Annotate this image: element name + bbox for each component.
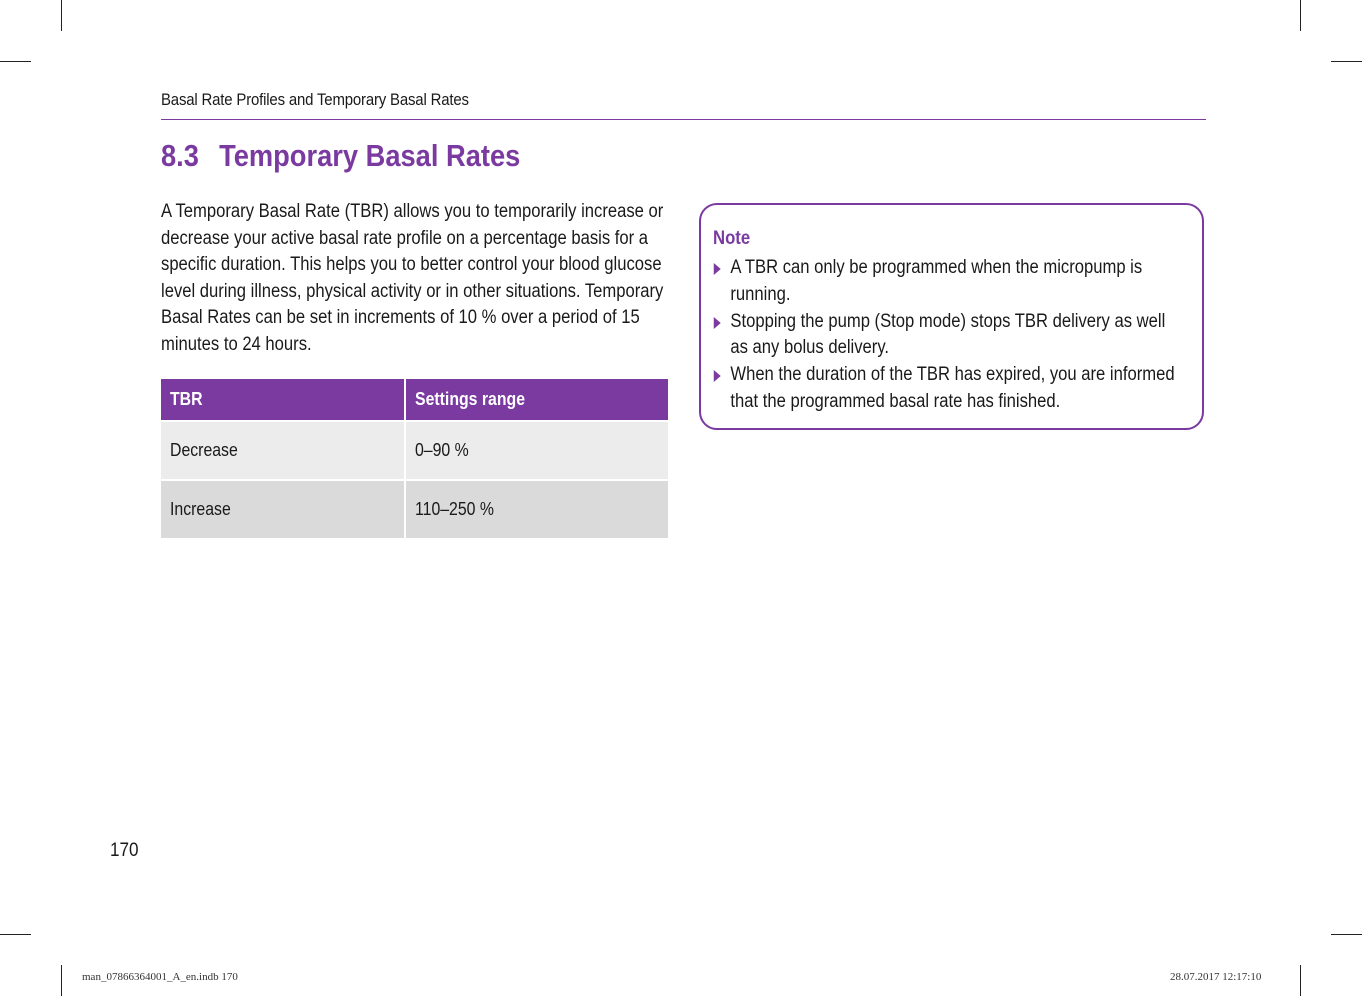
intro-text: A Temporary Basal Rate (TBR) allows you to temporarily increase or decrease your active basal rate profile on a percentage basis for a specific duration. This helps you to better control your blood glucose level during illness, physical activity or in other situations. Temporary Basal Rates can be set in increments of 10 % over a period of 15 minutes to 24 hours. <box>161 201 664 355</box>
running-head: Basal Rate Profiles and Temporary Basal Rates <box>161 90 469 109</box>
table-row <box>161 421 668 480</box>
list-item: Stopping the pump (Stop mode) stops TBR delivery as well as any bolus delivery. <box>712 309 1185 363</box>
tbr-settings-table <box>161 379 668 538</box>
table-row <box>161 480 668 538</box>
table-header: Settings range <box>405 379 668 421</box>
bullet-triangle-icon <box>714 317 721 329</box>
note-box <box>699 203 1204 430</box>
crop-mark <box>0 61 31 62</box>
note-title: Note <box>713 228 751 249</box>
header-rule <box>161 119 1206 120</box>
table-cell: 0–90 % <box>405 421 668 480</box>
slug-filename: man_07866364001_A_en.indb 170 <box>82 971 238 983</box>
section-title <box>161 138 520 174</box>
page-number: 170 <box>110 840 139 861</box>
slug-timestamp: 28.07.2017 12:17:10 <box>1170 971 1262 983</box>
intro-paragraph <box>161 199 669 359</box>
table-cell: Decrease <box>161 421 405 480</box>
section-heading: Temporary Basal Rates <box>219 138 521 173</box>
list-item: A TBR can only be programmed when the micropump is running. <box>712 255 1185 309</box>
crop-mark <box>1300 0 1301 31</box>
table-header-row <box>161 379 668 421</box>
crop-mark <box>1331 934 1362 935</box>
bullet-triangle-icon <box>714 370 721 382</box>
note-list <box>712 255 1185 416</box>
crop-mark <box>61 965 62 996</box>
table-cell: 110–250 % <box>405 480 668 538</box>
section-number: 8.3 <box>161 138 199 173</box>
crop-mark <box>1300 965 1301 996</box>
bullet-triangle-icon <box>714 263 721 275</box>
list-item: When the duration of the TBR has expired, you are informed that the programmed basal rate has finished. <box>712 362 1185 416</box>
crop-mark <box>0 934 31 935</box>
table-header: TBR <box>161 379 405 421</box>
crop-mark <box>61 0 62 31</box>
table-cell: Increase <box>161 480 405 538</box>
crop-mark <box>1331 61 1362 62</box>
